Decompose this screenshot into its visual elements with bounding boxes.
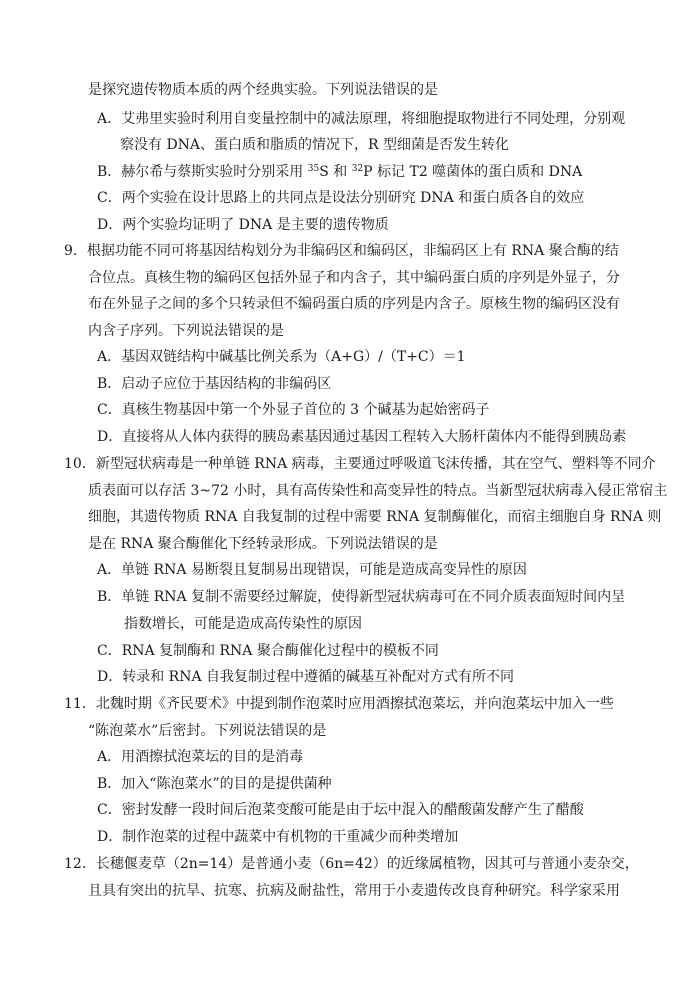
q10-option-d: D．转录和 RNA 自我复制过程中遵循的碱基互补配对方式有所不同 <box>97 669 515 685</box>
q11-option-c: C．密封发酵一段时间后泡菜变酸可能是由于坛中混入的醋酸菌发酵产生了醋酸 <box>97 802 584 818</box>
q9-stem-text1: 根据功能不同可将基因结构划分为非编码区和编码区，非编码区上有 RNA 聚合酶的结 <box>86 243 619 259</box>
q9-stem-line4: 内含子序列。下列说法错误的是 <box>88 323 284 339</box>
q8-option-b-s-isotope: 35 <box>307 164 320 174</box>
q9-option-c: C．真核生物基因中第一个外显子首位的 3 个碱基为起始密码子 <box>97 402 490 418</box>
q9-option-d: D．直接将从人体内获得的胰岛素基因通过基因工程转入大肠杆菌体内不能得到胰岛素 <box>97 429 627 445</box>
q10-option-b-line1: B．单链 RNA 复制不需要经过解旋，使得新型冠状病毒可在不同介质表面短时间内呈 <box>97 589 626 605</box>
q9-number: 9． <box>64 243 87 259</box>
q10-stem-line2: 质表面可以存活 3~72 小时，具有高传染性和高变异性的特点。当新型冠状病毒入侵正常宿主 <box>88 483 668 499</box>
q8-option-a-line2: 察没有 DNA、蛋白质和脂质的情况下，R 型细菌是否发生转化 <box>120 137 510 153</box>
q8-stem-tail: 是探究遗传物质本质的两个经典实验。下列说法错误的是 <box>88 82 438 98</box>
q10-stem-line3: 细胞，其遗传物质 RNA 自我复制的过程中需要 RNA 复制酶催化，而宿主细胞自身 RNA 则 <box>88 509 662 525</box>
q8-option-c: C．两个实验在设计思路上的共同点是设法分别研究 DNA 和蛋白质各自的效应 <box>97 190 585 206</box>
q10-stem-line1 <box>64 454 656 474</box>
q11-stem-text1: 北魏时期《齐民要术》中提到制作泡菜时应用酒擦拭泡菜坛，并向泡菜坛中加入一些 <box>95 696 614 712</box>
q8-option-a-line1: A．艾弗里实验时利用自变量控制中的减法原理，将细胞提取物进行不同处理，分别观 <box>97 111 626 127</box>
q8-option-b-post: P 标记 T2 噬菌体的蛋白质和 DNA <box>363 164 583 180</box>
q10-option-b-line2: 指数增长，可能是造成高传染性的原因 <box>124 616 362 632</box>
q8-option-b-mid: S 和 <box>319 164 352 180</box>
q10-number: 10． <box>64 456 96 472</box>
q11-number: 11． <box>64 696 96 712</box>
q8-option-d: D．两个实验均证明了 DNA 是主要的遗传物质 <box>97 217 389 233</box>
q8-option-b-p-isotope: 32 <box>351 164 364 174</box>
q12-stem-line2: 且具有突出的抗旱、抗寒、抗病及耐盐性，常用于小麦遗传改良育种研究。科学家采用 <box>88 883 620 899</box>
q11-stem-line2: “陈泡菜水”后密封。下列说法错误的是 <box>88 723 327 739</box>
q10-stem-text1: 新型冠状病毒是一种单链 RNA 病毒，主要通过呼吸道飞沫传播，其在空气、塑料等不同介 <box>95 456 656 472</box>
q12-number: 12． <box>64 856 96 872</box>
q9-stem-line3: 布在外显子之间的多个只转录但不编码蛋白质的序列是内含子。原核生物的编码区没有 <box>88 296 620 312</box>
q12-stem-line1 <box>64 854 639 874</box>
q9-stem-line2: 合位点。真核生物的编码区包括外显子和内含子，其中编码蛋白质的序列是外显子，分 <box>88 270 620 286</box>
q11-option-b: B．加入“陈泡菜水”的目的是提供菌种 <box>97 776 332 792</box>
q11-option-d: D．制作泡菜的过程中蔬菜中有机物的干重减少而种类增加 <box>97 829 459 845</box>
q12-stem-text1: 长穗偃麦草（2n=14）是普通小麦（6n=42）的近缘属植物，因其可与普通小麦杂交， <box>95 856 639 872</box>
q10-stem-line4: 是在 RNA 聚合酶催化下经转录形成。下列说法错误的是 <box>88 536 438 552</box>
q11-stem-line1 <box>64 694 614 714</box>
q9-option-a: A．基因双链结构中碱基比例关系为（A+G）/（T+C）＝1 <box>97 349 466 365</box>
q10-option-a: A．单链 RNA 易断裂且复制易出现错误，可能是造成高变异性的原因 <box>97 562 527 578</box>
q9-option-b: B．启动子应位于基因结构的非编码区 <box>97 376 332 392</box>
q11-option-a: A．用酒擦拭泡菜坛的目的是消毒 <box>97 749 304 765</box>
q9-stem-line1 <box>64 241 619 261</box>
q8-option-b <box>97 162 582 182</box>
q8-option-b-pre: B．赫尔希与蔡斯实验时分别采用 <box>97 164 308 180</box>
q10-option-c: C．RNA 复制酶和 RNA 聚合酶催化过程中的模板不同 <box>97 643 439 659</box>
